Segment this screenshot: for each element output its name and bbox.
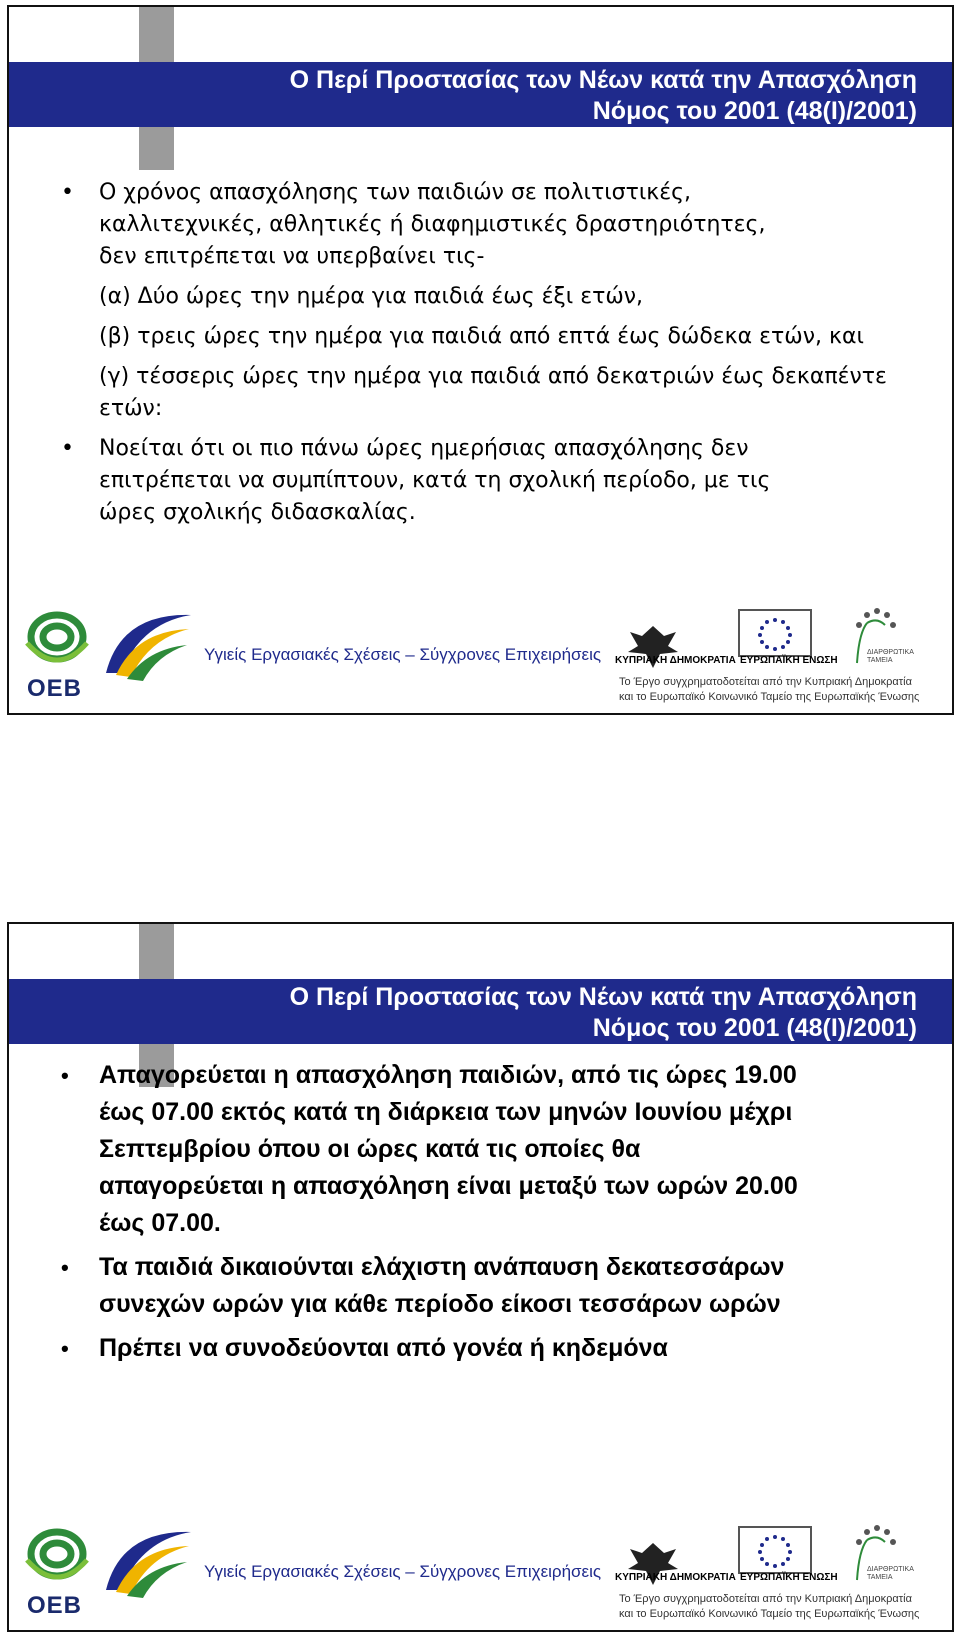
- sub-item-b: (β) τρεις ώρες την ημέρα για παιδιά από επτά έως δώδεκα ετών, και: [99, 324, 864, 349]
- eu-flag-icon: [738, 609, 812, 657]
- cofunding-line-1: Το Έργο συγχρηματοδοτείται από την Κυπριακή Δημοκρατία: [619, 1593, 912, 1605]
- sub-item-a: (α) Δύο ώρες την ημέρα για παιδιά έως έξι ετών,: [99, 284, 644, 309]
- slide-title: [290, 982, 917, 1044]
- slide-body: [61, 1057, 912, 1374]
- bullet-marker: •: [61, 1336, 69, 1361]
- fund-label: ΔΙΑΡΘΡΩΤΙΚΑ ΤΑΜΕΙΑ: [867, 1566, 914, 1581]
- cofunding-line-2: και το Ευρωπαϊκό Κοινωνικό Ταμείο της Ευρωπαϊκής Ένωσης: [619, 1608, 920, 1620]
- bullet-line: συνεχών ωρών για κάθε περίοδο είκοσι τεσσάρων ωρών: [99, 1290, 781, 1318]
- slide-footer: [9, 603, 952, 713]
- title-line-2: Νόμος του 2001 (48(Ι)/2001): [592, 1014, 917, 1042]
- bullet-item: [61, 1057, 912, 1242]
- bullet-line: ώρες σχολικής διδασκαλίας.: [99, 500, 416, 525]
- title-line-1: Ο Περί Προστασίας των Νέων κατά την Απασχόληση: [289, 66, 917, 94]
- bullet-line: έως 07.00.: [99, 1209, 221, 1237]
- eu-label: ΕΥΡΩΠΑΪΚΗ ΕΝΩΣΗ: [740, 1572, 838, 1583]
- eu-flag-icon: [738, 1526, 812, 1574]
- eu-label: ΕΥΡΩΠΑΪΚΗ ΕΝΩΣΗ: [740, 655, 838, 666]
- bullet-marker: •: [61, 436, 74, 461]
- oeb-wordmark: OEB: [27, 1592, 83, 1619]
- bullet-line: Απαγορεύεται η απασχόληση παιδιών, από τις ώρες 19.00: [99, 1061, 797, 1089]
- bullet-line: έως 07.00 εκτός κατά τη διάρκεια των μηνών Ιουνίου μέχρι: [99, 1098, 793, 1126]
- bullet-line: Τα παιδιά δικαιούνται ελάχιστη ανάπαυση δεκατεσσάρων: [99, 1253, 785, 1281]
- cofunding-line-2: και το Ευρωπαϊκό Κοινωνικό Ταμείο της Ευρωπαϊκής Ένωσης: [619, 691, 920, 703]
- cofunding-statement: [619, 1592, 948, 1622]
- title-line-1: Ο Περί Προστασίας των Νέων κατά την Απασχόληση: [289, 983, 917, 1011]
- bullet-item: [61, 1330, 912, 1367]
- sub-item-c: (γ) τέσσερις ώρες την ημέρα για παιδιά από δεκατριών έως δεκαπέντε ετών:: [99, 364, 887, 421]
- oeb-wordmark: OEB: [27, 675, 83, 702]
- bullet-line: Σεπτεμβρίου όπου οι ώρες κατά τις οποίες θα: [99, 1135, 641, 1163]
- bullet-item: [61, 1249, 912, 1323]
- bullet-line: Νοείται ότι οι πιο πάνω ώρες ημερήσιας απασχόλησης δεν: [99, 436, 749, 461]
- bullet-item: [61, 177, 912, 273]
- footer-tagline: Υγιείς Εργασιακές Σχέσεις – Σύγχρονες Επιχειρήσεις: [204, 1562, 602, 1581]
- bullet-line: Ο χρόνος απασχόλησης των παιδιών σε πολιτιστικές,: [99, 180, 692, 205]
- title-line-2: Νόμος του 2001 (48(Ι)/2001): [592, 97, 917, 125]
- swoosh-logo: [101, 603, 196, 693]
- slide-footer: [9, 1520, 952, 1630]
- bullet-marker: •: [61, 1255, 69, 1280]
- footer-tagline: Υγιείς Εργασιακές Σχέσεις – Σύγχρονες Επιχειρήσεις: [204, 645, 602, 664]
- bullet-marker: •: [61, 180, 74, 205]
- cofunding-line-1: Το Έργο συγχρηματοδοτείται από την Κυπριακή Δημοκρατία: [619, 676, 912, 688]
- bullet-line: επιτρέπεται να συμπίπτουν, κατά τη σχολική περίοδο, με τις: [99, 468, 771, 493]
- swoosh-logo: [101, 1520, 196, 1610]
- bullet-line: Πρέπει να συνοδεύονται από γονέα ή κηδεμόνα: [99, 1334, 668, 1362]
- slide-1: [7, 5, 954, 715]
- slide-title: [290, 65, 917, 127]
- bullet-marker: •: [61, 1063, 69, 1088]
- cyprus-label: ΚΥΠΡΙΑΚΗ ΔΗΜΟΚΡΑΤΙΑ: [615, 655, 736, 666]
- fund-label: ΔΙΑΡΘΡΩΤΙΚΑ ΤΑΜΕΙΑ: [867, 649, 914, 664]
- bullet-line: δεν επιτρέπεται να υπερβαίνει τις-: [99, 244, 485, 269]
- bullet-item: [61, 433, 912, 529]
- slide-2: [7, 922, 954, 1632]
- bullet-line: καλλιτεχνικές, αθλητικές ή διαφημιστικές δραστηριότητες,: [99, 212, 766, 237]
- bullet-line: απαγορεύεται η απασχόληση είναι μεταξύ των ωρών 20.00: [99, 1172, 798, 1200]
- slide-body: [61, 177, 912, 537]
- cofunding-statement: [619, 675, 948, 705]
- cyprus-label: ΚΥΠΡΙΑΚΗ ΔΗΜΟΚΡΑΤΙΑ: [615, 1572, 736, 1583]
